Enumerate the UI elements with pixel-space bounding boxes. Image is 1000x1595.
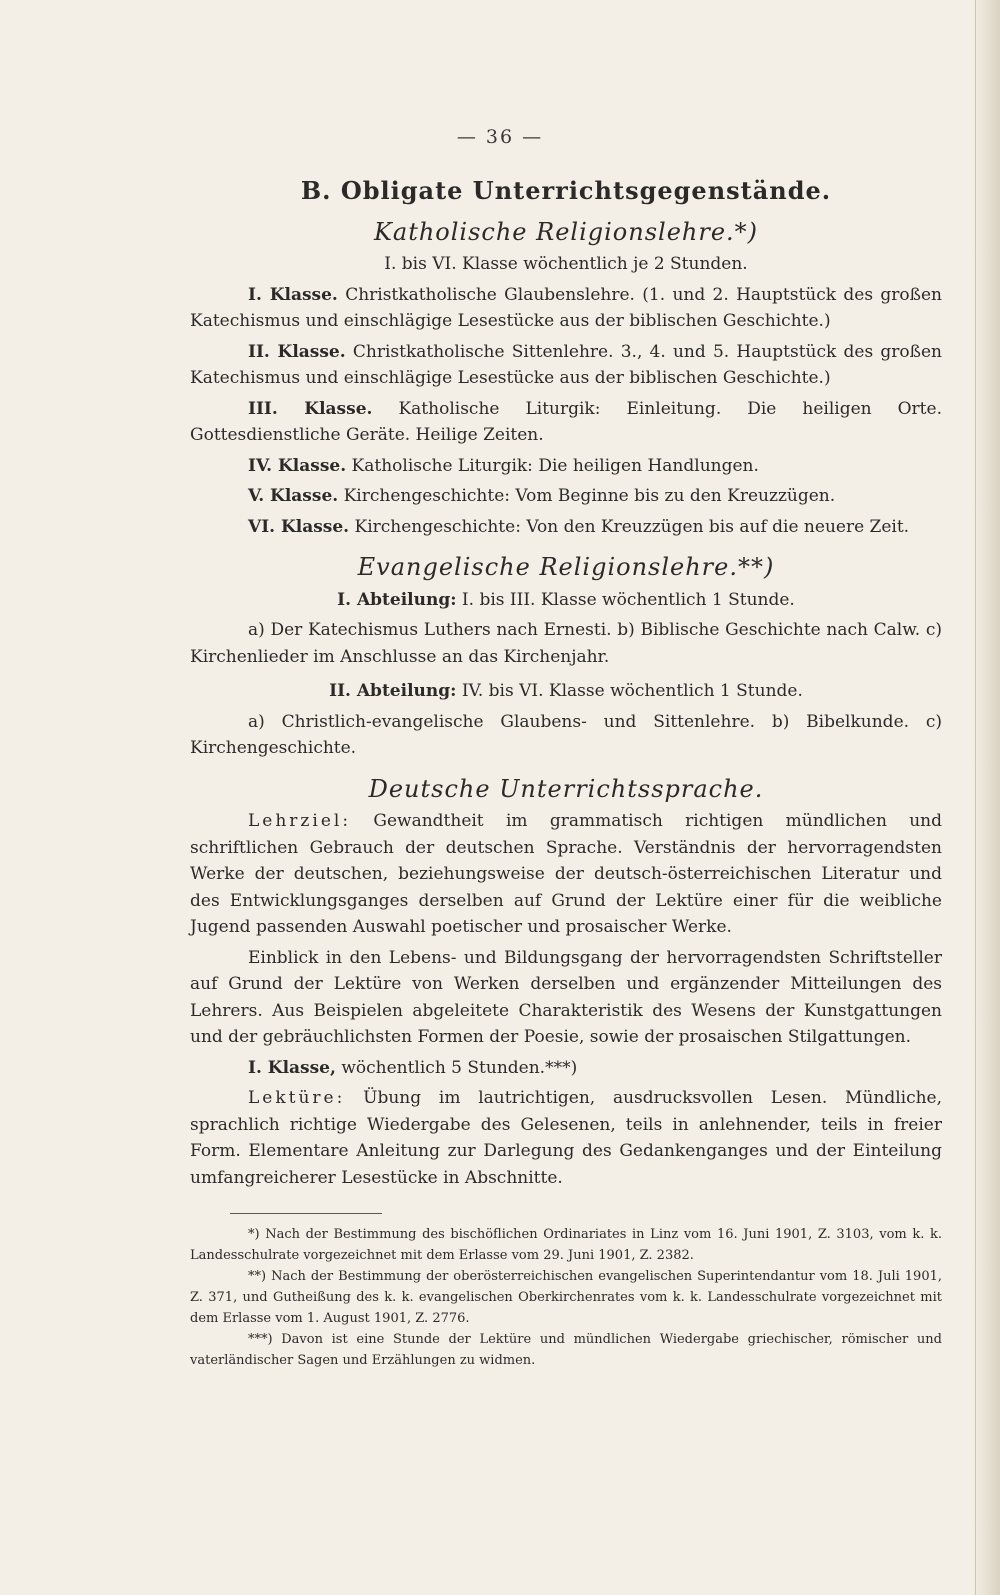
class-label: VI. Klasse. — [248, 516, 350, 537]
class-text: Katholische Liturgik: Einleitung. Die heiligen Orte. Gottesdienstliche Geräte. Heilige Zeiten. — [190, 398, 942, 445]
class-text: Kirchengeschichte: Vom Beginne bis zu den Kreuzzügen. — [343, 486, 836, 506]
evang-religion-heading: Evangelische Religionslehre.**) — [357, 553, 775, 581]
footnote-rule — [230, 1213, 382, 1214]
evang-div2-text: a) Christlich-evangelische Glaubens- und Sittenlehre. b) Bibelkunde. c) Kirchengeschichte. — [190, 711, 942, 758]
evang-div1-line — [190, 587, 942, 614]
kath-class-6 — [190, 514, 942, 541]
footnote-2: **) Nach der Bestimmung der oberösterreichischen evangelischen Superintendantur vom 18. Juli 1901, Z. 371, und Gutheißung des k. k. evangelischen Oberkirchenrates vom k. k. Landesschulrate vorgezeichnet mit dem Erlasse vom 1. August 1901, Z. 2776. — [190, 1269, 942, 1326]
class-text: Christkatholische Sittenlehre. 3., 4. und 5. Hauptstück des großen Katechismus und einschlägige Lesestücke aus der biblischen Geschichte.) — [190, 341, 942, 388]
footnotes — [190, 1224, 942, 1371]
kath-class-2 — [190, 339, 942, 392]
class-label: III. Klasse. — [248, 398, 373, 419]
lektuere-paragraph — [190, 1085, 942, 1191]
page-edge-line — [975, 0, 976, 1595]
kath-class-1 — [190, 282, 942, 335]
footnote-1: *) Nach der Bestimmung des bischöflichen Ordinariates in Linz vom 16. Juni 1901, Z. 3103, vom k. k. Landesschulrate vorgezeichnet mit dem Erlasse vom 29. Juni 1901, Z. 2382. — [190, 1227, 942, 1263]
page-number: — 36 — — [456, 126, 544, 148]
kath-religion-heading: Katholische Religionslehre.*) — [373, 217, 759, 246]
class-label: V. Klasse. — [248, 486, 339, 506]
division-label: II. Abteilung: — [329, 681, 457, 701]
lektuere-text: Übung im lautrichtigen, ausdrucksvollen Lesen. Mündliche, sprachlich richtige Wiedergabe des Gelesenen, teils in anlehnender, teils in freier Form. Elementare Anleitung zur Darlegung des Gedankenganges und der Einteilung umfangreicherer Lesestücke in Abschnitte. — [190, 1088, 943, 1188]
lehrziel-text: Gewandtheit im grammatisch richtigen mündlichen und schriftlichen Gebrauch der deutschen Sprache. Verständnis der hervorragendsten Werke der deutschen, beziehungsweise der deutsch-österreichischen Literatur und des Entwicklungsganges derselben auf Grund der Lektüre einer für die weibliche Jugend passenden Auswahl poetischer und prosaischer Werke. — [190, 811, 942, 937]
kath-class-3 — [190, 396, 942, 449]
page-body — [190, 166, 942, 1371]
evang-div1-text: a) Der Katechismus Luthers nach Ernesti. b) Biblische Geschichte nach Calw. c) Kirchenlieder im Anschlusse an das Kirchenjahr. — [190, 620, 942, 667]
einblick-paragraph: Einblick in den Lebens- und Bildungsgang der hervorragendsten Schriftsteller auf Grund der Lektüre von Werken derselben und ergänzender Mitteilungen des Lehrers. Aus Beispielen abgeleitete Charakteristik des Wesens der Kunstgattungen und der gebräuchlichsten Formen der Poesie, sowie der prosaischen Stilgattungen. — [190, 947, 942, 1047]
kath-class-4 — [190, 453, 942, 480]
kath-hours: I. bis VI. Klasse wöchentlich je 2 Stunden. — [384, 254, 748, 274]
kath-class-5 — [190, 483, 942, 510]
class-label: I. Klasse. — [248, 284, 338, 305]
class-hours: wöchentlich 5 Stunden.***) — [341, 1057, 578, 1078]
class-text: Kirchengeschichte: Von den Kreuzzügen bis auf die neuere Zeit. — [354, 516, 910, 537]
lektuere-label: Lektüre: — [248, 1088, 346, 1108]
deutsch-heading: Deutsche Unterrichtssprache. — [368, 774, 764, 803]
lehrziel-label: Lehrziel: — [248, 811, 352, 831]
class-label: II. Klasse. — [248, 341, 346, 362]
division-hours: IV. bis VI. Klasse wöchentlich 1 Stunde. — [461, 681, 803, 701]
division-hours: I. bis III. Klasse wöchentlich 1 Stunde. — [461, 589, 795, 610]
section-b-heading: B. Obligate Unterrichtsgegenstände. — [300, 176, 832, 205]
class-text: Katholische Liturgik: Die heiligen Handlungen. — [351, 455, 759, 476]
lehrziel-paragraph — [190, 808, 942, 941]
footnote-3: ***) Davon ist eine Stunde der Lektüre und mündlichen Wiedergabe griechischer, römischer und vaterländischer Sagen und Erzählungen zu widmen. — [190, 1332, 942, 1368]
evang-div2-line — [190, 678, 942, 705]
page-edge-shadow — [972, 0, 1000, 1595]
class-text: Christkatholische Glaubenslehre. (1. und 2. Hauptstück des großen Katechismus und einschlägige Lesestücke aus der biblischen Geschichte.) — [190, 284, 943, 331]
class-label: IV. Klasse. — [248, 455, 347, 476]
class-label: I. Klasse, — [248, 1057, 336, 1078]
division-label: I. Abteilung: — [337, 589, 457, 610]
klasse1-line — [190, 1055, 942, 1082]
